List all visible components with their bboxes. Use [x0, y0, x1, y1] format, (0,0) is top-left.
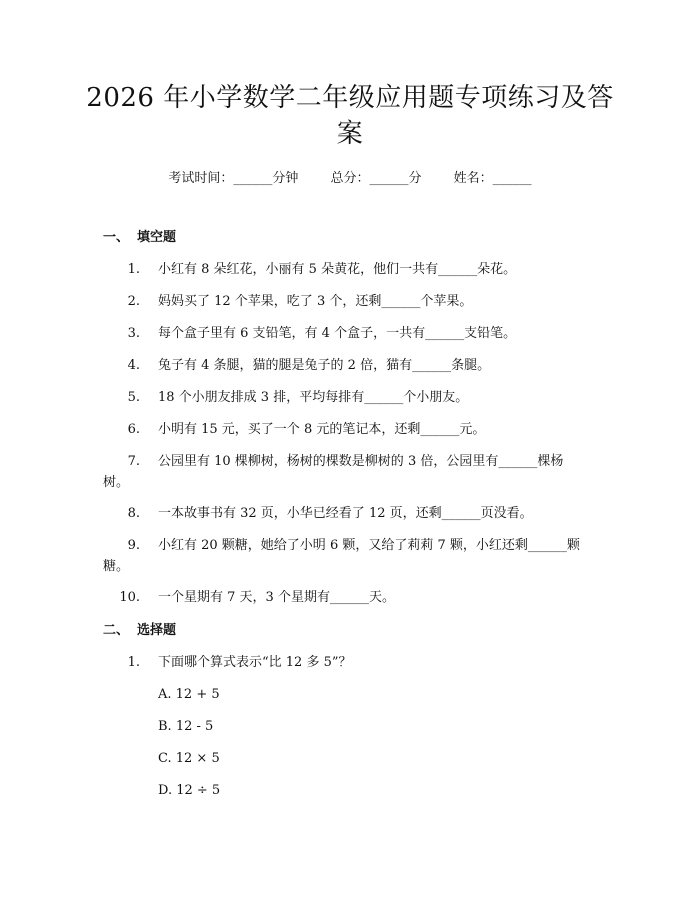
section-heading-fill-blank — [103, 229, 176, 247]
section-number: 一、 — [103, 230, 130, 245]
question-item — [100, 389, 600, 407]
question-number: 1. — [127, 262, 140, 277]
question-text-continuation: 树。 — [103, 475, 130, 490]
question-text: 小红有 20 颗糖，她给了小明 6 颗，又给了莉莉 7 颗，小红还剩______颗 — [158, 538, 580, 553]
question-number: 7. — [127, 454, 140, 469]
question-item — [100, 357, 600, 375]
question-number: 3. — [127, 326, 140, 341]
question-text: 每个盒子里有 6 支铅笔，有 4 个盒子，一共有______支铅笔。 — [158, 326, 517, 341]
question-number: 5. — [127, 390, 140, 405]
question-number: 9. — [127, 538, 140, 553]
question-text: 一个星期有 7 天，3 个星期有______天。 — [158, 590, 395, 605]
title-line-1: 2026 年小学数学二年级应用题专项练习及答 — [86, 83, 614, 113]
choice-option-a: A. 12 + 5 — [158, 687, 220, 702]
section-number: 二、 — [103, 623, 130, 638]
question-item — [100, 589, 600, 607]
section-heading-multiple-choice — [103, 622, 176, 640]
question-number: 4. — [127, 358, 140, 373]
student-name: 姓名：______ — [453, 171, 532, 186]
question-item — [100, 261, 600, 279]
question-number: 8. — [127, 506, 140, 521]
exam-time: 考试时间：______分钟 — [168, 171, 299, 186]
question-text: 18 个小朋友排成 3 排，平均每排有______个小朋友。 — [158, 390, 469, 405]
question-item — [100, 537, 600, 555]
section-title: 填空题 — [137, 230, 177, 245]
question-text: 小明有 15 元，买了一个 8 元的笔记本，还剩______元。 — [158, 422, 486, 437]
title-line-2: 案 — [336, 119, 364, 149]
choice-option-c: C. 12 × 5 — [158, 751, 220, 766]
question-item — [100, 421, 600, 439]
exam-meta — [0, 170, 700, 188]
question-number: 6. — [127, 422, 140, 437]
question-item — [100, 505, 600, 523]
question-item — [100, 453, 600, 471]
total-score: 总分：______分 — [330, 171, 422, 186]
page-title — [70, 80, 630, 152]
question-text: 下面哪个算式表示“比 12 多 5”？ — [158, 655, 352, 670]
question-item — [100, 293, 600, 311]
question-text: 小红有 8 朵红花，小丽有 5 朵黄花，他们一共有______朵花。 — [158, 262, 517, 277]
question-item — [100, 325, 600, 343]
question-text: 一本故事书有 32 页，小华已经看了 12 页，还剩______页没看。 — [158, 506, 533, 521]
question-number: 1. — [127, 655, 140, 670]
section-title: 选择题 — [137, 623, 177, 638]
question-text: 公园里有 10 棵柳树，杨树的棵数是柳树的 3 倍，公园里有______棵杨 — [158, 454, 564, 469]
question-text: 妈妈买了 12 个苹果，吃了 3 个，还剩______个苹果。 — [158, 294, 473, 309]
question-number: 2. — [127, 294, 140, 309]
question-number: 10. — [119, 590, 140, 605]
question-item — [100, 654, 600, 672]
question-text: 兔子有 4 条腿，猫的腿是兔子的 2 倍，猫有______条腿。 — [158, 358, 491, 373]
choice-option-d: D. 12 ÷ 5 — [158, 783, 221, 798]
question-text-continuation: 糖。 — [103, 559, 130, 574]
choice-option-b: B. 12 - 5 — [158, 719, 214, 734]
